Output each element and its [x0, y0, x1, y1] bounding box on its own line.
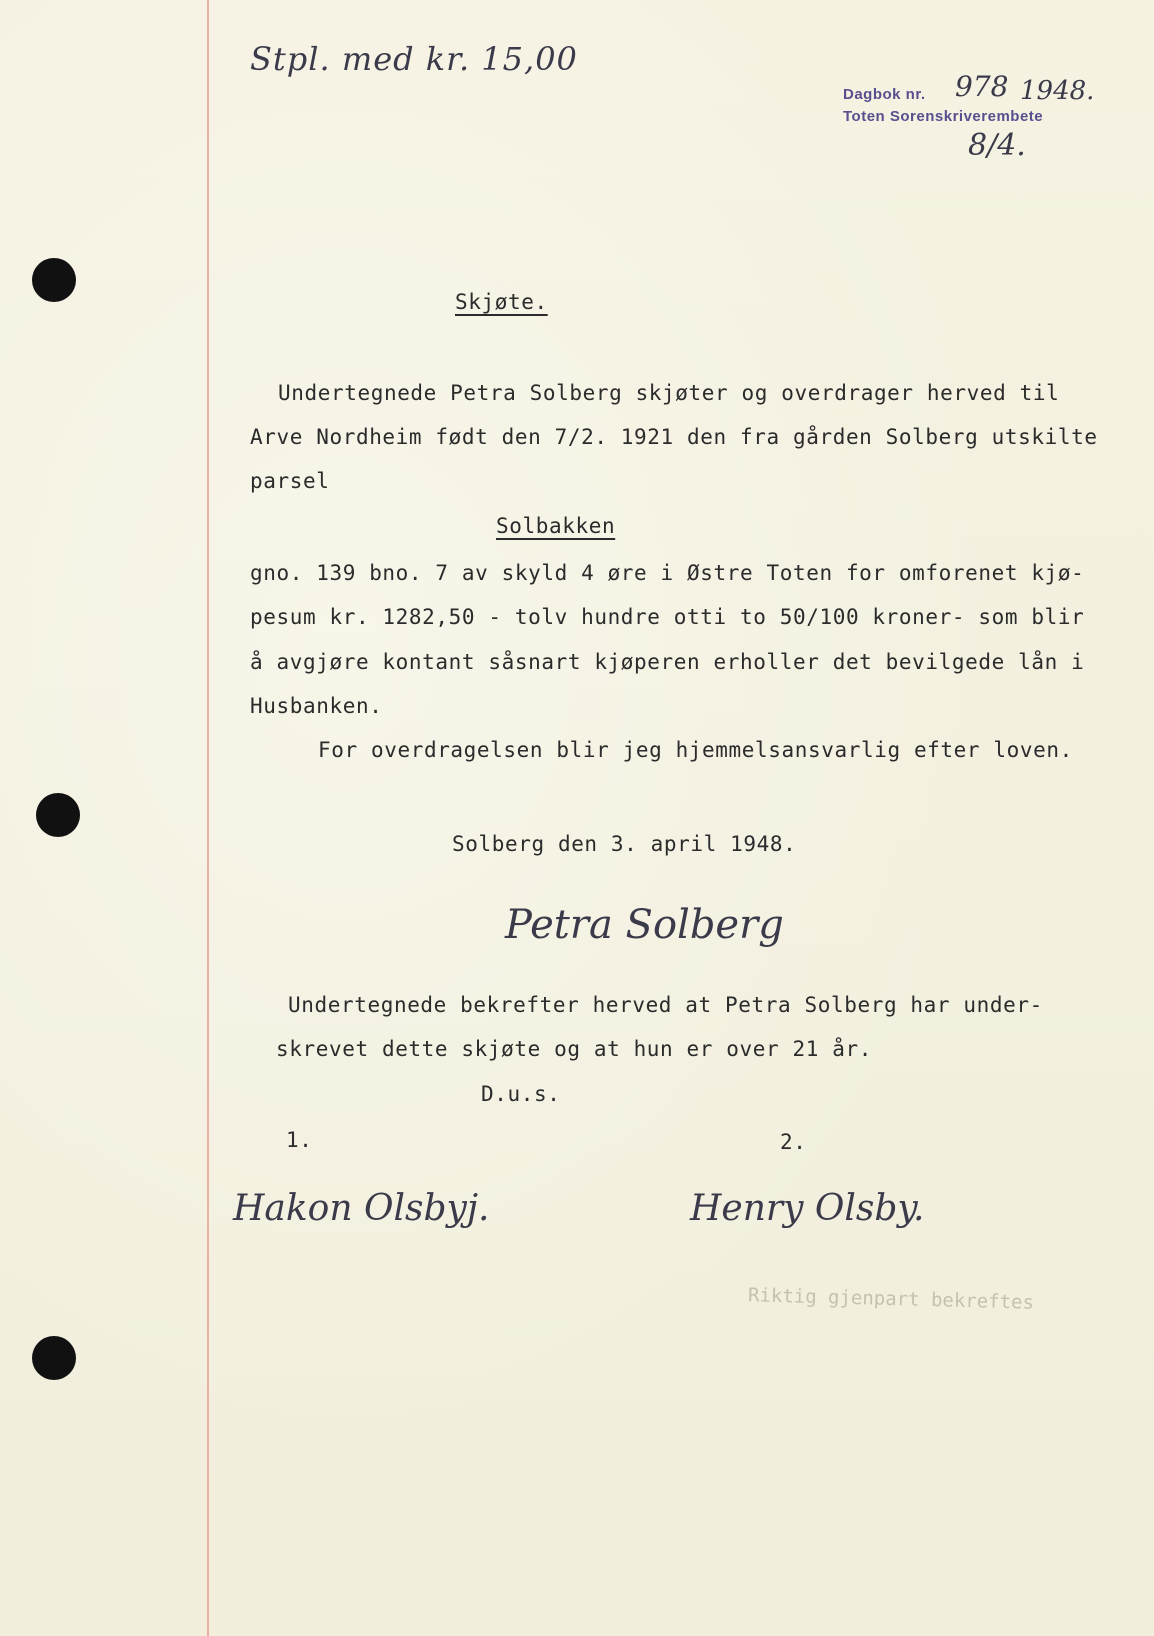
paragraph-1-line-3: parsel [250, 469, 330, 493]
paragraph-2-line-3: å avgjøre kontant såsnart kjøperen erholler det bevilgede lån i [250, 650, 1085, 674]
punch-hole-middle [36, 793, 80, 837]
court-stamp-label: Toten Sorenskriverembete [843, 108, 1044, 125]
witness-text-line-1: Undertegnede bekrefter herved at Petra Solberg har under- [288, 993, 1043, 1017]
paragraph-1-line-1: Undertegnede Petra Solberg skjøter og overdrager herved til [278, 381, 1060, 405]
document-title: Skjøte. [455, 290, 548, 314]
diary-stamp-year: 1948. [1020, 76, 1095, 106]
witness-text-line-2: skrevet dette skjøte og at hun er over 21 år. [276, 1037, 872, 1061]
seller-signature: Petra Solberg [505, 902, 784, 948]
fee-annotation: Stpl. med kr. 15,00 [250, 40, 578, 78]
margin-line [207, 0, 209, 1636]
paragraph-2-line-4: Husbanken. [250, 694, 383, 718]
stamp-date: 8/4. [968, 128, 1026, 163]
punch-hole-bottom [32, 1336, 76, 1380]
dus-label: D.u.s. [481, 1082, 561, 1106]
diary-stamp-number: 978 [955, 70, 1009, 103]
diary-stamp-label: Dagbok nr. [843, 86, 926, 103]
witness-1-number: 1. [286, 1128, 313, 1152]
witness-1-signature: Hakon Olsbyj. [233, 1188, 490, 1229]
punch-hole-top [32, 258, 76, 302]
witness-2-signature: Henry Olsby. [690, 1188, 925, 1229]
property-name: Solbakken [496, 514, 616, 538]
paragraph-1-line-2: Arve Nordheim født den 7/2. 1921 den fra gården Solberg utskilte [250, 425, 1098, 449]
certified-copy-stamp: Riktig gjenpart bekreftes [747, 1284, 1035, 1314]
paragraph-3: For overdragelsen blir jeg hjemmelsansvarlig efter loven. [318, 738, 1073, 762]
place-and-date: Solberg den 3. april 1948. [452, 832, 797, 856]
paragraph-2-line-2: pesum kr. 1282,50 - tolv hundre otti to 50/100 kroner- som blir [250, 605, 1085, 629]
paragraph-2-line-1: gno. 139 bno. 7 av skyld 4 øre i Østre Toten for omforenet kjø- [250, 561, 1085, 585]
witness-2-number: 2. [780, 1130, 807, 1154]
